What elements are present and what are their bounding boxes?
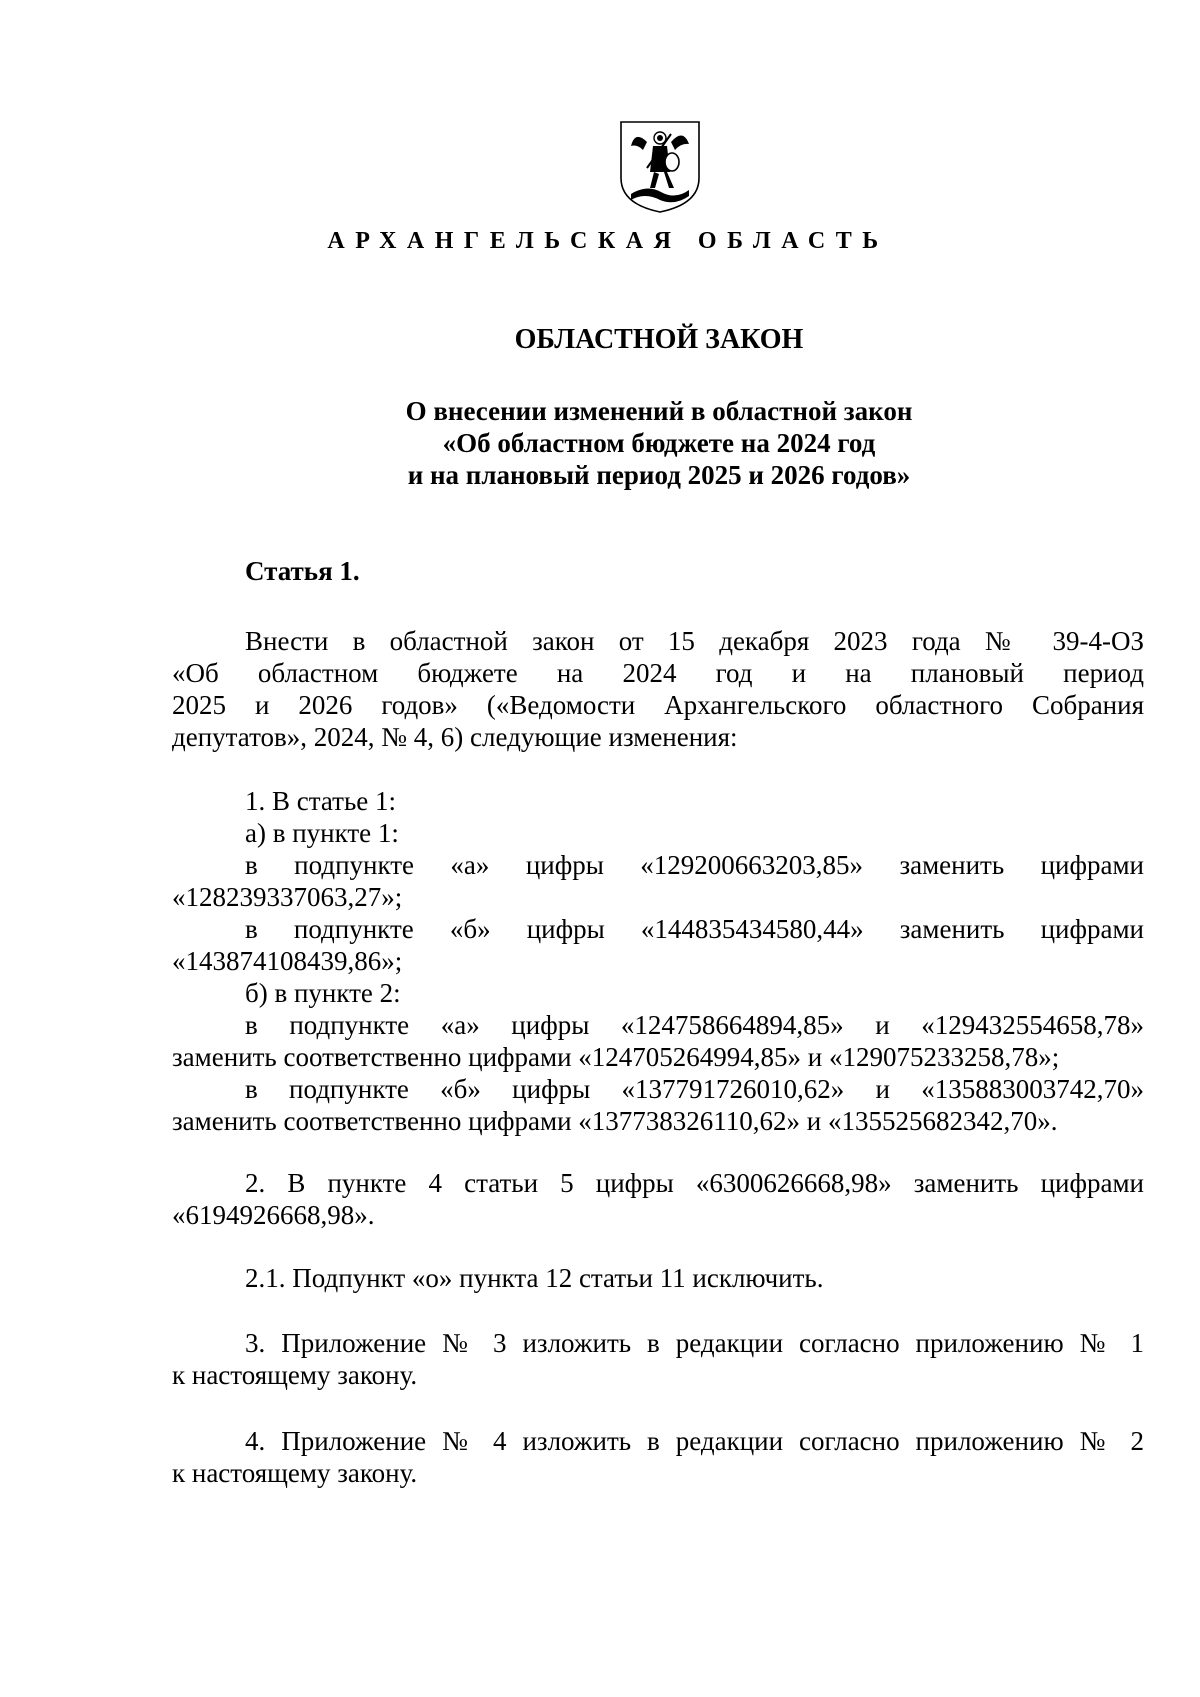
item-line: в подпункте «а» цифры «129200663203,85» заменить цифрами xyxy=(245,850,1144,880)
item-line: 4. Приложение № 4 изложить в редакции согласно приложению № 2 xyxy=(245,1426,1144,1456)
item-line: заменить соответственно цифрами «137738326110,62» и «135525682342,70». xyxy=(172,1106,1058,1136)
region-name: АРХАНГЕЛЬСКАЯ ОБЛАСТЬ xyxy=(327,228,889,254)
title-line: и на плановый период 2025 и 2026 годов» xyxy=(407,460,911,490)
article-heading: Статья 1. xyxy=(245,556,360,586)
document-type: ОБЛАСТНОЙ ЗАКОН xyxy=(514,324,804,355)
item-2 xyxy=(172,1167,1144,1231)
title-line: О внесении изменений в областной закон xyxy=(405,396,913,426)
intro-paragraph xyxy=(172,625,1144,753)
item-line: «143874108439,86»; xyxy=(172,946,403,976)
item-line: 2.1. Подпункт «о» пункта 12 статьи 11 исключить. xyxy=(245,1263,824,1293)
item-1 xyxy=(172,785,1144,1137)
item-line: в подпункте «б» цифры «144835434580,44» заменить цифрами xyxy=(245,914,1144,944)
item-line: 3. Приложение № 3 изложить в редакции согласно приложению № 1 xyxy=(245,1328,1144,1358)
item-line: к настоящему закону. xyxy=(172,1458,418,1488)
item-line: в подпункте «б» цифры «137791726010,62» и «135883003742,70» xyxy=(245,1074,1144,1104)
item-line: «128239337063,27»; xyxy=(172,882,403,912)
item-2-1 xyxy=(172,1262,1144,1294)
paragraph-line: депутатов», 2024, № 4, 6) следующие изменения: xyxy=(172,722,738,752)
item-line: «6194926668,98». xyxy=(172,1200,375,1230)
paragraph-line: Внести в областной закон от 15 декабря 2023 года № 39-4-ОЗ xyxy=(245,626,1144,656)
document-title xyxy=(0,395,1200,491)
item-line: к настоящему закону. xyxy=(172,1360,418,1390)
item-line: б) в пункте 2: xyxy=(245,978,401,1008)
paragraph-line: «Об областном бюджете на 2024 год и на плановый период xyxy=(172,658,1144,688)
item-3 xyxy=(172,1327,1144,1391)
item-line: заменить соответственно цифрами «124705264994,85» и «129075233258,78»; xyxy=(172,1042,1060,1072)
item-line: а) в пункте 1: xyxy=(245,818,399,848)
item-4 xyxy=(172,1425,1144,1489)
item-line: в подпункте «а» цифры «124758664894,85» и «129432554658,78» xyxy=(245,1010,1144,1040)
coat-of-arms-emblem xyxy=(617,116,703,215)
paragraph-line: 2025 и 2026 годов» («Ведомости Архангельского областного Собрания xyxy=(172,690,1144,720)
item-line: 1. В статье 1: xyxy=(245,786,397,816)
title-line: «Об областном бюджете на 2024 год xyxy=(442,428,876,458)
item-line: 2. В пункте 4 статьи 5 цифры «6300626668,98» заменить цифрами xyxy=(245,1168,1144,1198)
